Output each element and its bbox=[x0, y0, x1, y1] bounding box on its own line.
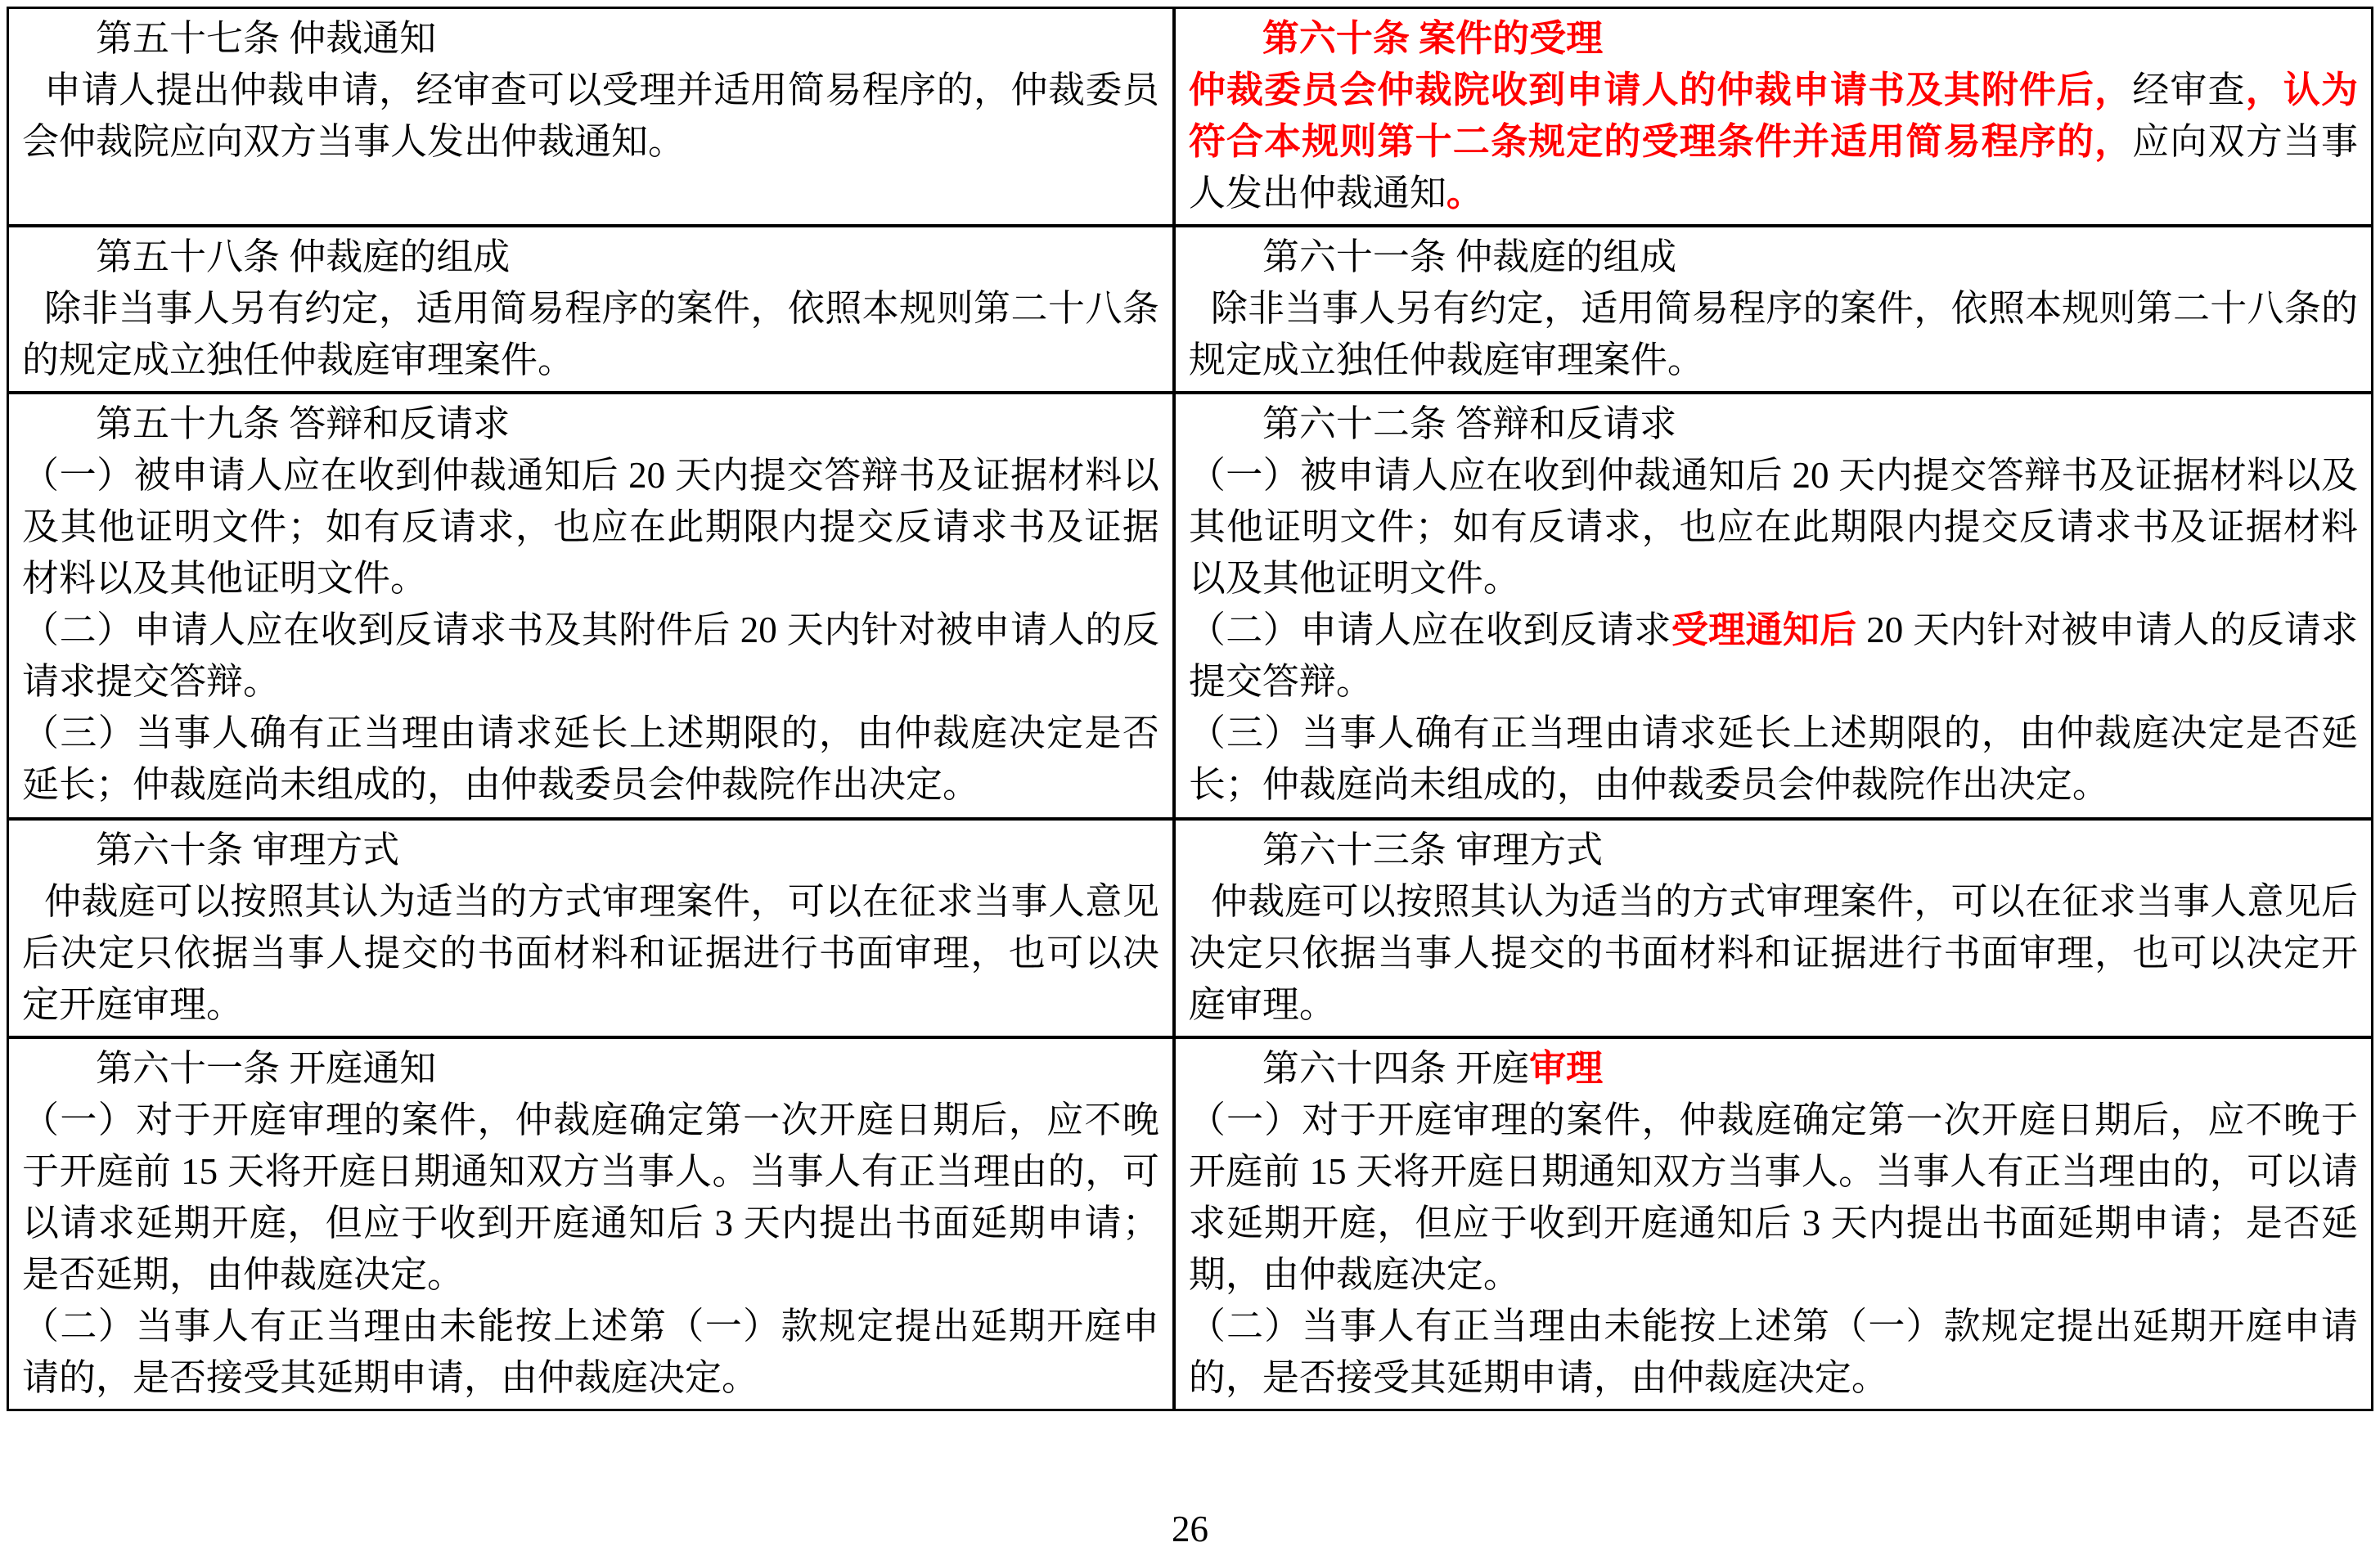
article-paragraph bbox=[1189, 65, 2358, 219]
text-run: 除非当事人另有约定，适用简易程序的案件，依照本规则第二十八条的规定成立独任仲裁庭审理案件。 bbox=[1188, 288, 2358, 380]
article-paragraph bbox=[1189, 450, 2358, 605]
article-paragraph bbox=[1189, 708, 2358, 811]
article-paragraph bbox=[1189, 876, 2358, 1031]
table-cell-right bbox=[1172, 9, 2371, 224]
article-paragraph bbox=[22, 708, 1159, 811]
text-run: 。 bbox=[1446, 173, 1483, 214]
text-run: （三）当事人确有正当理由请求延长上述期限的，由仲裁庭决定是否延长；仲裁庭尚未组成的，由仲裁委员会仲裁院作出决定。 bbox=[22, 713, 1159, 805]
page-number: 26 bbox=[1172, 1509, 1208, 1549]
text-run: 审理 bbox=[1529, 1048, 1604, 1089]
text-run: （二）当事人有正当理由未能按上述第（一）款规定提出延期开庭申请的，是否接受其延期申请，由仲裁庭决定。 bbox=[22, 1306, 1159, 1398]
text-run: 第六十一条 开庭通知 bbox=[96, 1048, 437, 1089]
article-title bbox=[22, 398, 1159, 450]
text-run: 仲裁庭可以按照其认为适当的方式审理案件，可以在征求当事人意见后决定只依据当事人提交的书面材料和证据进行书面审理，也可以决定开庭审理。 bbox=[1188, 881, 2358, 1025]
text-run: ，认为符合本规则第十二条规定的受理条件并适用简易程序的， bbox=[1188, 70, 2358, 162]
text-run: （二）申请人应在收到反请求 bbox=[1188, 609, 1671, 650]
text-run: 仲裁委员会仲裁院收到申请人的仲裁申请书及其附件后， bbox=[1188, 70, 2133, 110]
article-paragraph bbox=[22, 65, 1159, 168]
table-row bbox=[9, 821, 2371, 1039]
article-title bbox=[1189, 13, 2358, 65]
table-cell-right bbox=[1172, 1039, 2371, 1409]
table-cell-right bbox=[1172, 394, 2371, 817]
text-run: 仲裁庭可以按照其认为适当的方式审理案件，可以在征求当事人意见后决定只依据当事人提交的书面材料和证据进行书面审理，也可以决定开庭审理。 bbox=[22, 881, 1159, 1025]
text-run: （一）被申请人应在收到仲裁通知后 20 天内提交答辩书及证据材料以及其他证明文件；如有反请求，也应在此期限内提交反请求书及证据材料以及其他证明文件。 bbox=[1188, 455, 2358, 599]
article-paragraph bbox=[22, 1301, 1159, 1404]
article-paragraph bbox=[22, 605, 1159, 708]
text-run: （二）申请人应在收到反请求书及其附件后 20 天内针对被申请人的反请求提交答辩。 bbox=[22, 609, 1159, 702]
text-run: 第六十条 审理方式 bbox=[96, 830, 400, 870]
article-paragraph bbox=[1189, 605, 2358, 708]
article-paragraph bbox=[22, 450, 1159, 605]
text-run: （一）对于开庭审理的案件，仲裁庭确定第一次开庭日期后，应不晚于开庭前 15 天将开庭日期通知双方当事人。当事人有正当理由的，可以请求延期开庭，但应于收到开庭通知后 3 天内提出书面延期申请；是否延期，由仲裁庭决定。 bbox=[22, 1100, 1159, 1295]
table-cell-left bbox=[9, 227, 1172, 391]
text-run: 第五十九条 答辩和反请求 bbox=[96, 403, 511, 444]
table-cell-left bbox=[9, 9, 1172, 224]
article-paragraph bbox=[1189, 283, 2358, 386]
table-row bbox=[9, 394, 2371, 821]
text-run: 第五十八条 仲裁庭的组成 bbox=[96, 236, 511, 277]
article-title bbox=[1189, 398, 2358, 450]
text-run: （一）对于开庭审理的案件，仲裁庭确定第一次开庭日期后，应不晚于开庭前 15 天将开庭日期通知双方当事人。当事人有正当理由的，可以请求延期开庭，但应于收到开庭通知后 3 天内提出书面延期申请；是否延期，由仲裁庭决定。 bbox=[1188, 1100, 2358, 1295]
article-title bbox=[22, 1043, 1159, 1095]
text-run: 受理通知后 bbox=[1671, 609, 1857, 650]
table-row bbox=[9, 227, 2371, 394]
table-cell-left bbox=[9, 1039, 1172, 1409]
text-run: 第六十二条 答辩和反请求 bbox=[1262, 403, 1677, 444]
table-cell-right bbox=[1172, 227, 2371, 391]
article-paragraph bbox=[22, 876, 1159, 1031]
article-title bbox=[22, 232, 1159, 283]
table-cell-left bbox=[9, 394, 1172, 817]
article-title bbox=[1189, 232, 2358, 283]
text-run: 20 天内针对被申请人的反请求提交答辩。 bbox=[1188, 609, 2358, 702]
text-run: 第六十条 案件的受理 bbox=[1262, 18, 1604, 59]
text-run: 应向双方当事人发出仲裁通知 bbox=[1188, 121, 2358, 214]
text-run: （二）当事人有正当理由未能按上述第（一）款规定提出延期开庭申请的，是否接受其延期申请，由仲裁庭决定。 bbox=[1188, 1306, 2358, 1398]
table-row bbox=[9, 9, 2371, 227]
article-paragraph bbox=[1189, 1095, 2358, 1301]
text-run: 第六十一条 仲裁庭的组成 bbox=[1262, 236, 1677, 277]
article-paragraph bbox=[1189, 1301, 2358, 1404]
text-run: 第六十三条 审理方式 bbox=[1262, 830, 1604, 870]
article-title bbox=[22, 825, 1159, 876]
article-title bbox=[1189, 1043, 2358, 1095]
article-title bbox=[22, 13, 1159, 65]
article-paragraph bbox=[22, 283, 1159, 386]
text-run: 第六十四条 开庭 bbox=[1262, 1048, 1530, 1089]
comparison-table bbox=[7, 7, 2373, 1411]
text-run: 第五十七条 仲裁通知 bbox=[96, 18, 437, 59]
text-run: 除非当事人另有约定，适用简易程序的案件，依照本规则第二十八条的规定成立独任仲裁庭审理案件。 bbox=[22, 288, 1159, 380]
article-paragraph bbox=[22, 1095, 1159, 1301]
text-run: （一）被申请人应在收到仲裁通知后 20 天内提交答辩书及证据材料以及其他证明文件；如有反请求，也应在此期限内提交反请求书及证据材料以及其他证明文件。 bbox=[22, 455, 1159, 599]
table-cell-left bbox=[9, 821, 1172, 1036]
text-run: 经审查 bbox=[2132, 70, 2246, 110]
text-run: （三）当事人确有正当理由请求延长上述期限的，由仲裁庭决定是否延长；仲裁庭尚未组成的，由仲裁委员会仲裁院作出决定。 bbox=[1188, 713, 2358, 805]
text-run: 申请人提出仲裁申请，经审查可以受理并适用简易程序的，仲裁委员会仲裁院应向双方当事人发出仲裁通知。 bbox=[22, 70, 1159, 162]
table-cell-right bbox=[1172, 821, 2371, 1036]
table-row bbox=[9, 1039, 2371, 1409]
article-title bbox=[1189, 825, 2358, 876]
